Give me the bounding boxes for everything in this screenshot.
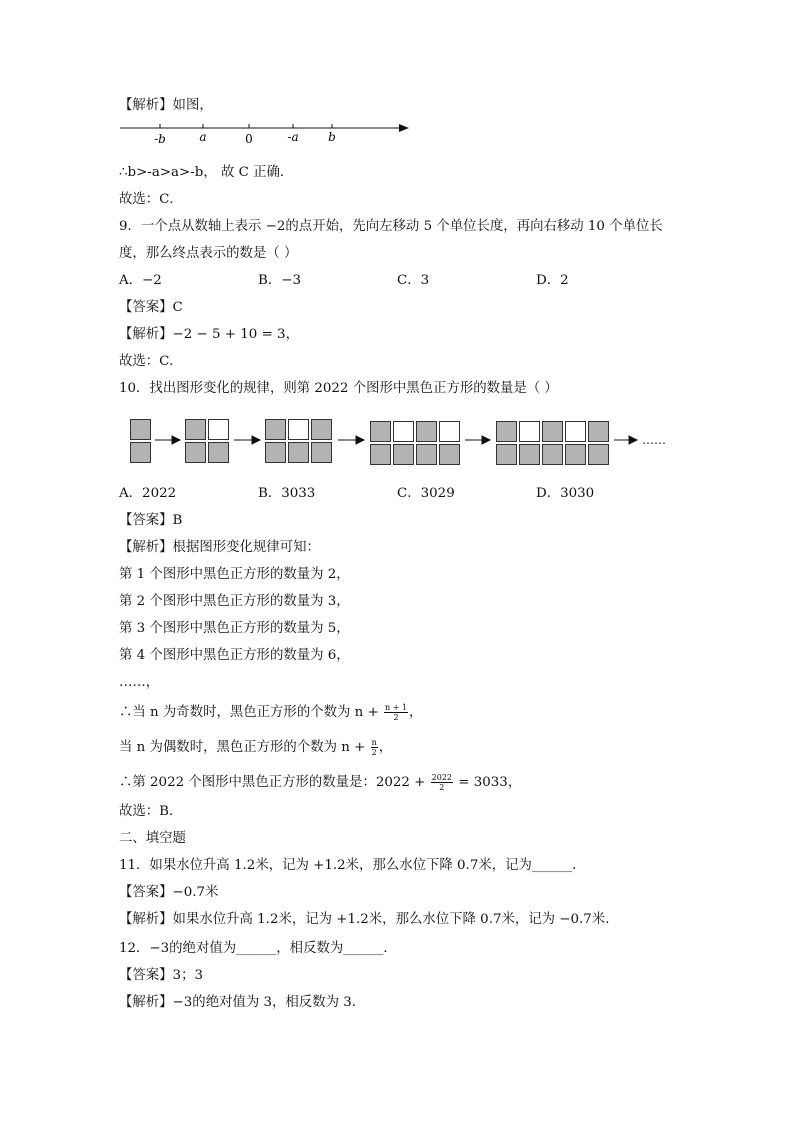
q10-even-prefix: 当 n 为偶数时，黑色正方形的个数为 n + (119, 740, 370, 755)
q9-analysis: 【解析】−2 − 5 + 10 = 3， (119, 327, 299, 342)
q12-answer: 【答案】3；3 (119, 968, 203, 983)
q12-stem: 12．−3的绝对值为______，相反数为______． (119, 941, 397, 956)
q10-step-4: 第 4 个图形中黑色正方形的数量为 6， (119, 648, 350, 663)
q8-analysis: 【解析】如图， (119, 98, 213, 113)
q10-final-fraction (431, 773, 453, 792)
q10-choose: 故选：B． (119, 804, 183, 819)
q10-even-rule (119, 738, 392, 757)
label-b: b (328, 130, 336, 144)
arrow-1-head (172, 436, 180, 444)
q9-answer: 【答案】C (119, 300, 183, 315)
arrow-3-head (356, 436, 364, 444)
q10-odd-fraction (384, 703, 408, 722)
q8-choose: 故选：C． (119, 192, 183, 207)
pattern-ellipsis: …… (642, 433, 666, 447)
q10-stem: 10．找出图形变化的规律，则第 2022 个图形中黑色正方形的数量是（ ） (119, 381, 558, 396)
q10-odd-denominator: 2 (393, 713, 399, 722)
label-neg-a: -a (287, 130, 299, 144)
arrow-5-head (629, 436, 637, 444)
pattern-arrows (0, 0, 794, 500)
label-zero: 0 (245, 132, 253, 146)
q9-choose: 故选：C. (119, 354, 174, 369)
q11-analysis: 【解析】如果水位升高 1.2米，记为 +1.2米，那么水位下降 0.7米，记为 −0.7米. (119, 912, 610, 927)
q10-step-3: 第 3 个图形中黑色正方形的数量为 5， (119, 621, 350, 636)
q10-step-2: 第 2 个图形中黑色正方形的数量为 3， (119, 594, 350, 609)
q10-etc: ……， (119, 675, 160, 690)
label-a: a (199, 130, 207, 144)
q9-stem-line2: 度，那么终点表示的数是（ ） (119, 246, 298, 261)
q10-even-fraction (371, 738, 378, 757)
q12-analysis: 【解析】−3的绝对值为 3，相反数为 3． (119, 995, 366, 1010)
q10-odd-numerator: n + 1 (385, 703, 408, 712)
q10-final-denominator: 2 (439, 783, 445, 792)
q10-option-c: C．3029 (397, 486, 455, 501)
q9-stem-line1: 9．一个点从数轴上表示 −2的点开始，先向左移动 5 个单位长度，再向右移动 10 个单位长 (119, 219, 663, 234)
q10-final-suffix: = 3033， (454, 775, 522, 790)
q11-answer: 【答案】−0.7米 (119, 885, 219, 900)
section-heading: 二、填空题 (119, 831, 186, 846)
label-neg-b: -b (154, 132, 166, 146)
q10-odd-rule (119, 703, 422, 722)
q10-option-a: A．2022 (119, 486, 177, 501)
q10-option-b: B．3033 (258, 486, 316, 501)
q9-option-c: C．3 (397, 273, 430, 288)
arrow-2-head (252, 436, 260, 444)
q10-even-suffix: ， (378, 740, 393, 755)
q10-final-prefix: ∴第 2022 个图形中黑色正方形的数量是：2022 + (119, 775, 430, 790)
q10-option-d: D．3030 (536, 486, 595, 501)
q10-answer: 【答案】B (119, 513, 183, 528)
q10-step-1: 第 1 个图形中黑色正方形的数量为 2， (119, 567, 350, 582)
q10-odd-suffix: ， (409, 705, 423, 720)
q10-even-numerator: n (371, 738, 377, 747)
q9-option-b: B．−3 (258, 273, 301, 288)
q9-option-d: D．2 (536, 273, 569, 288)
q9-option-a: A．−2 (119, 273, 162, 288)
arrow-4-head (482, 436, 490, 444)
q10-final (119, 773, 521, 792)
q11-stem: 11．如果水位升高 1.2米，记为 +1.2米，那么水位下降 0.7米，记为______． (119, 858, 586, 873)
q10-even-denominator: 2 (371, 748, 377, 757)
q8-conclusion: ∴b>-a>a>-b， 故 C 正确． (119, 165, 294, 180)
q10-final-numerator: 2022 (431, 773, 453, 782)
q10-analysis-intro: 【解析】根据图形变化规律可知： (119, 540, 320, 555)
q10-odd-prefix: ∴当 n 为奇数时，黑色正方形的个数为 n + (119, 705, 383, 720)
